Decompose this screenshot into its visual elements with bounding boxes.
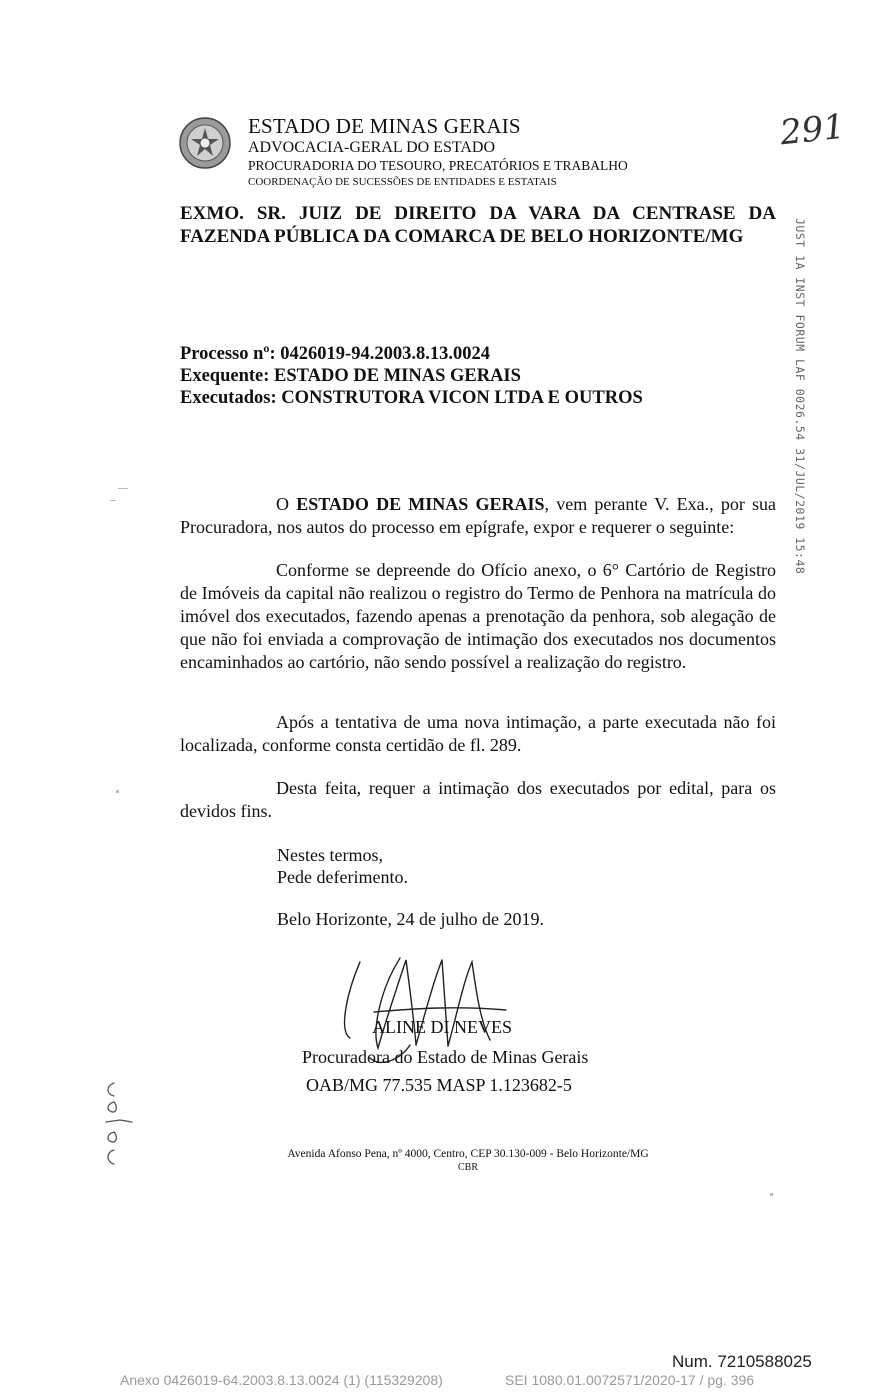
header-agency: ADVOCACIA-GERAL DO ESTADO	[248, 139, 495, 156]
paragraph-attempt: Após a tentativa de uma nova intimação, a parte executada não foi localizada, conforme consta certidão de fl. 289.	[180, 712, 776, 755]
process-number: Processo nº: 0426019-94.2003.8.13.0024	[180, 344, 490, 364]
intro-prefix: O	[276, 494, 297, 514]
sei-reference: SEI 1080.01.0072571/2020-17 / pg. 396	[505, 1372, 755, 1388]
process-block	[180, 343, 643, 409]
signatory-role: Procuradora do Estado de Minas Gerais	[302, 1047, 589, 1067]
header-state: ESTADO DE MINAS GERAIS	[248, 114, 521, 138]
paragraph-request: Desta feita, requer a intimação dos executados por edital, para os devidos fins.	[180, 778, 776, 821]
intro-bold-party: ESTADO DE MINAS GERAIS	[296, 494, 545, 514]
scan-speck	[770, 1193, 773, 1196]
addressee	[180, 202, 776, 248]
date-line: Belo Horizonte, 24 de julho de 2019.	[277, 909, 544, 929]
scan-speck	[116, 790, 119, 793]
addressee-line-1: EXMO. SR. JUIZ DE DIREITO DA VARA DA CENTRASE DA	[180, 203, 776, 224]
protocol-stamp-text: JUST 1A INST FORUM LAF 0026.54 31/JUL/2019 15:48	[793, 218, 807, 575]
scan-speck	[110, 500, 116, 501]
coat-of-arms-icon	[178, 116, 232, 170]
process-plaintiff: Exequente: ESTADO DE MINAS GERAIS	[180, 366, 521, 386]
paragraph-registry: Conforme se depreende do Ofício anexo, o 6° Cartório de Registro de Imóveis da capital não realizou o registro do Termo de Penhora na matrícula do imóvel dos executados, fazendo apenas a prenotação da penhora, sob alegação de que não foi enviada a comprovação de intimação dos executados nos documentos encaminhados ao cartório, não sendo possível a realização do registro.	[180, 560, 776, 672]
footer-code: CBR	[457, 1162, 478, 1173]
signatory-name: ALINE DI NEVES	[372, 1017, 512, 1037]
paragraph-intro	[180, 493, 776, 539]
signatory-registration: OAB/MG 77.535 MASP 1.123682-5	[306, 1075, 572, 1095]
process-defendants: Executados: CONSTRUTORA VICON LTDA E OUTROS	[180, 388, 643, 408]
header-office: PROCURADORIA DO TESOURO, PRECATÓRIOS E TRABALHO	[248, 158, 628, 173]
annex-reference: Anexo 0426019-64.2003.8.13.0024 (1) (115329208)	[120, 1372, 443, 1388]
intro-rest: , vem perante V. Exa., por sua Procuradora, nos autos do processo em epígrafe, expor e requerer o seguinte:	[180, 494, 777, 537]
scan-speck	[118, 488, 128, 489]
handwritten-page-number: 291	[778, 106, 847, 154]
protocol-stamp	[793, 218, 819, 575]
closing-line-1: Nestes termos,	[277, 845, 383, 865]
header-coordination: COORDENAÇÃO DE SUCESSÕES DE ENTIDADES E ESTATAIS	[248, 176, 557, 188]
closing-line-2: Pede deferimento.	[277, 867, 408, 887]
document-number: Num. 7210588025	[672, 1352, 812, 1371]
addressee-line-2: FAZENDA PÚBLICA DA COMARCA DE BELO HORIZONTE/MG	[180, 226, 744, 247]
footer-address: Avenida Afonso Pena, nº 4000, Centro, CEP 30.130-009 - Belo Horizonte/MG	[287, 1148, 649, 1160]
